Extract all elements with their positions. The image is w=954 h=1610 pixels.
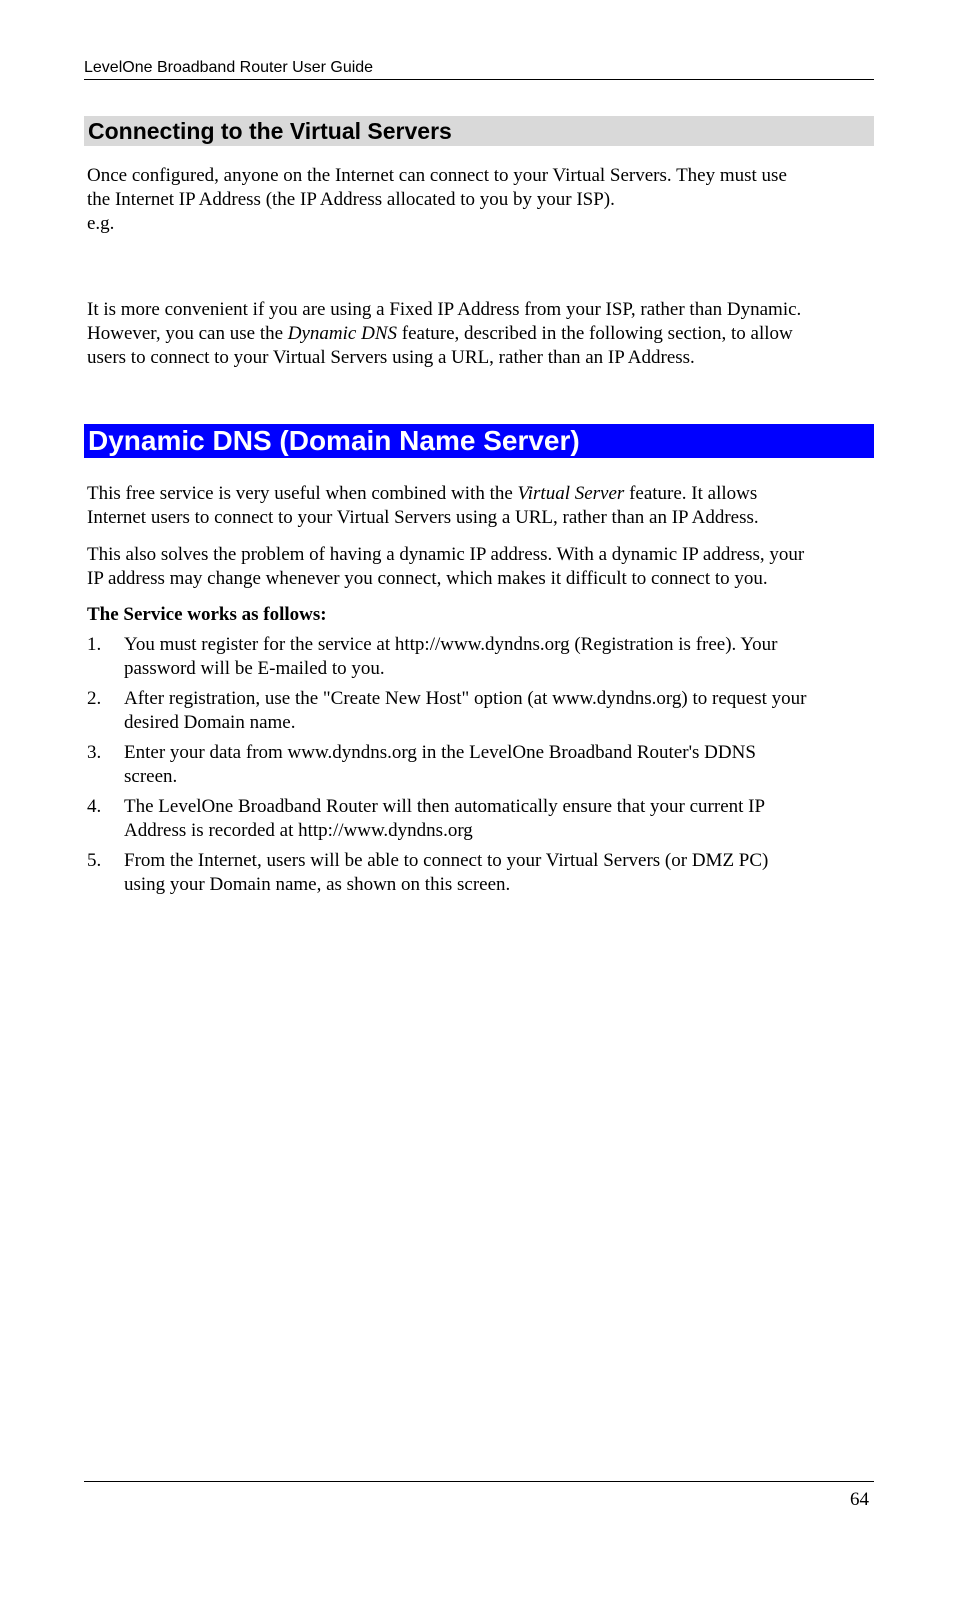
text-line: Enter your data from www.dyndns.org in the LevelOne Broadband Router's DDNS (124, 742, 756, 763)
list-number: 2. (87, 688, 102, 709)
section-heading-virtual-servers: Connecting to the Virtual Servers (84, 116, 874, 146)
list-heading: The Service works as follows: (87, 604, 327, 625)
text-line: Address is recorded at http://www.dyndns.org (124, 820, 473, 841)
text-line: From the Internet, users will be able to connect to your Virtual Servers (or DMZ PC) (124, 850, 769, 871)
list-item-text (124, 795, 877, 843)
list-item-text (124, 849, 877, 897)
text-line: IP address may change whenever you connect, which makes it difficult to connect to you. (87, 568, 768, 589)
text-segment: feature. It allows (624, 483, 758, 504)
list-item (87, 849, 877, 897)
text-line: using your Domain name, as shown on this screen. (124, 874, 511, 895)
service-steps-list (87, 633, 877, 903)
text-line: e.g. (87, 213, 115, 234)
list-number: 1. (87, 634, 102, 655)
text-line (87, 482, 877, 506)
text-line: Once configured, anyone on the Internet can connect to your Virtual Servers. They must use (87, 165, 787, 186)
text-line: the Internet IP Address (the IP Address allocated to you by your ISP). (87, 189, 615, 210)
italic-term: Dynamic DNS (287, 323, 398, 344)
list-item-text (124, 741, 877, 789)
list-number: 4. (87, 796, 102, 817)
list-number: 3. (87, 742, 102, 763)
text-segment: However, you can use the (87, 323, 288, 344)
list-item-text (124, 633, 877, 681)
list-number: 5. (87, 850, 102, 871)
text-line: The LevelOne Broadband Router will then automatically ensure that your current IP (124, 796, 766, 817)
page-number: 64 (850, 1489, 869, 1510)
paragraph-dynamic-ip-problem (87, 543, 877, 591)
text-line: screen. (124, 766, 178, 787)
text-line: It is more convenient if you are using a Fixed IP Address from your ISP, rather than Dynamic. (87, 299, 802, 320)
paragraph-dynamic-dns-intro (87, 482, 877, 530)
italic-term: Virtual Server (517, 483, 625, 504)
text-line: users to connect to your Virtual Servers using a URL, rather than an IP Address. (87, 347, 695, 368)
text-line: This also solves the problem of having a dynamic IP address. With a dynamic IP address, your (87, 544, 805, 565)
list-item (87, 633, 877, 681)
list-item-text (124, 687, 877, 735)
paragraph-fixed-ip (87, 298, 877, 370)
running-header: LevelOne Broadband Router User Guide (84, 57, 874, 80)
text-line: password will be E-mailed to you. (124, 658, 385, 679)
running-footer (84, 1481, 874, 1510)
text-line: After registration, use the "Create New Host" option (at www.dyndns.org) to request your (124, 688, 807, 709)
list-item (87, 687, 877, 735)
text-line (87, 322, 877, 346)
text-line: Internet users to connect to your Virtual Servers using a URL, rather than an IP Address. (87, 507, 759, 528)
list-item (87, 741, 877, 789)
list-item (87, 795, 877, 843)
text-line: You must register for the service at http://www.dyndns.org (Registration is free). Your (124, 634, 778, 655)
text-line: desired Domain name. (124, 712, 296, 733)
text-segment: feature, described in the following section, to allow (397, 323, 793, 344)
section-heading-dynamic-dns: Dynamic DNS (Domain Name Server) (84, 424, 874, 458)
text-segment: This free service is very useful when combined with the (87, 483, 518, 504)
paragraph-virtual-servers-intro (87, 164, 877, 236)
